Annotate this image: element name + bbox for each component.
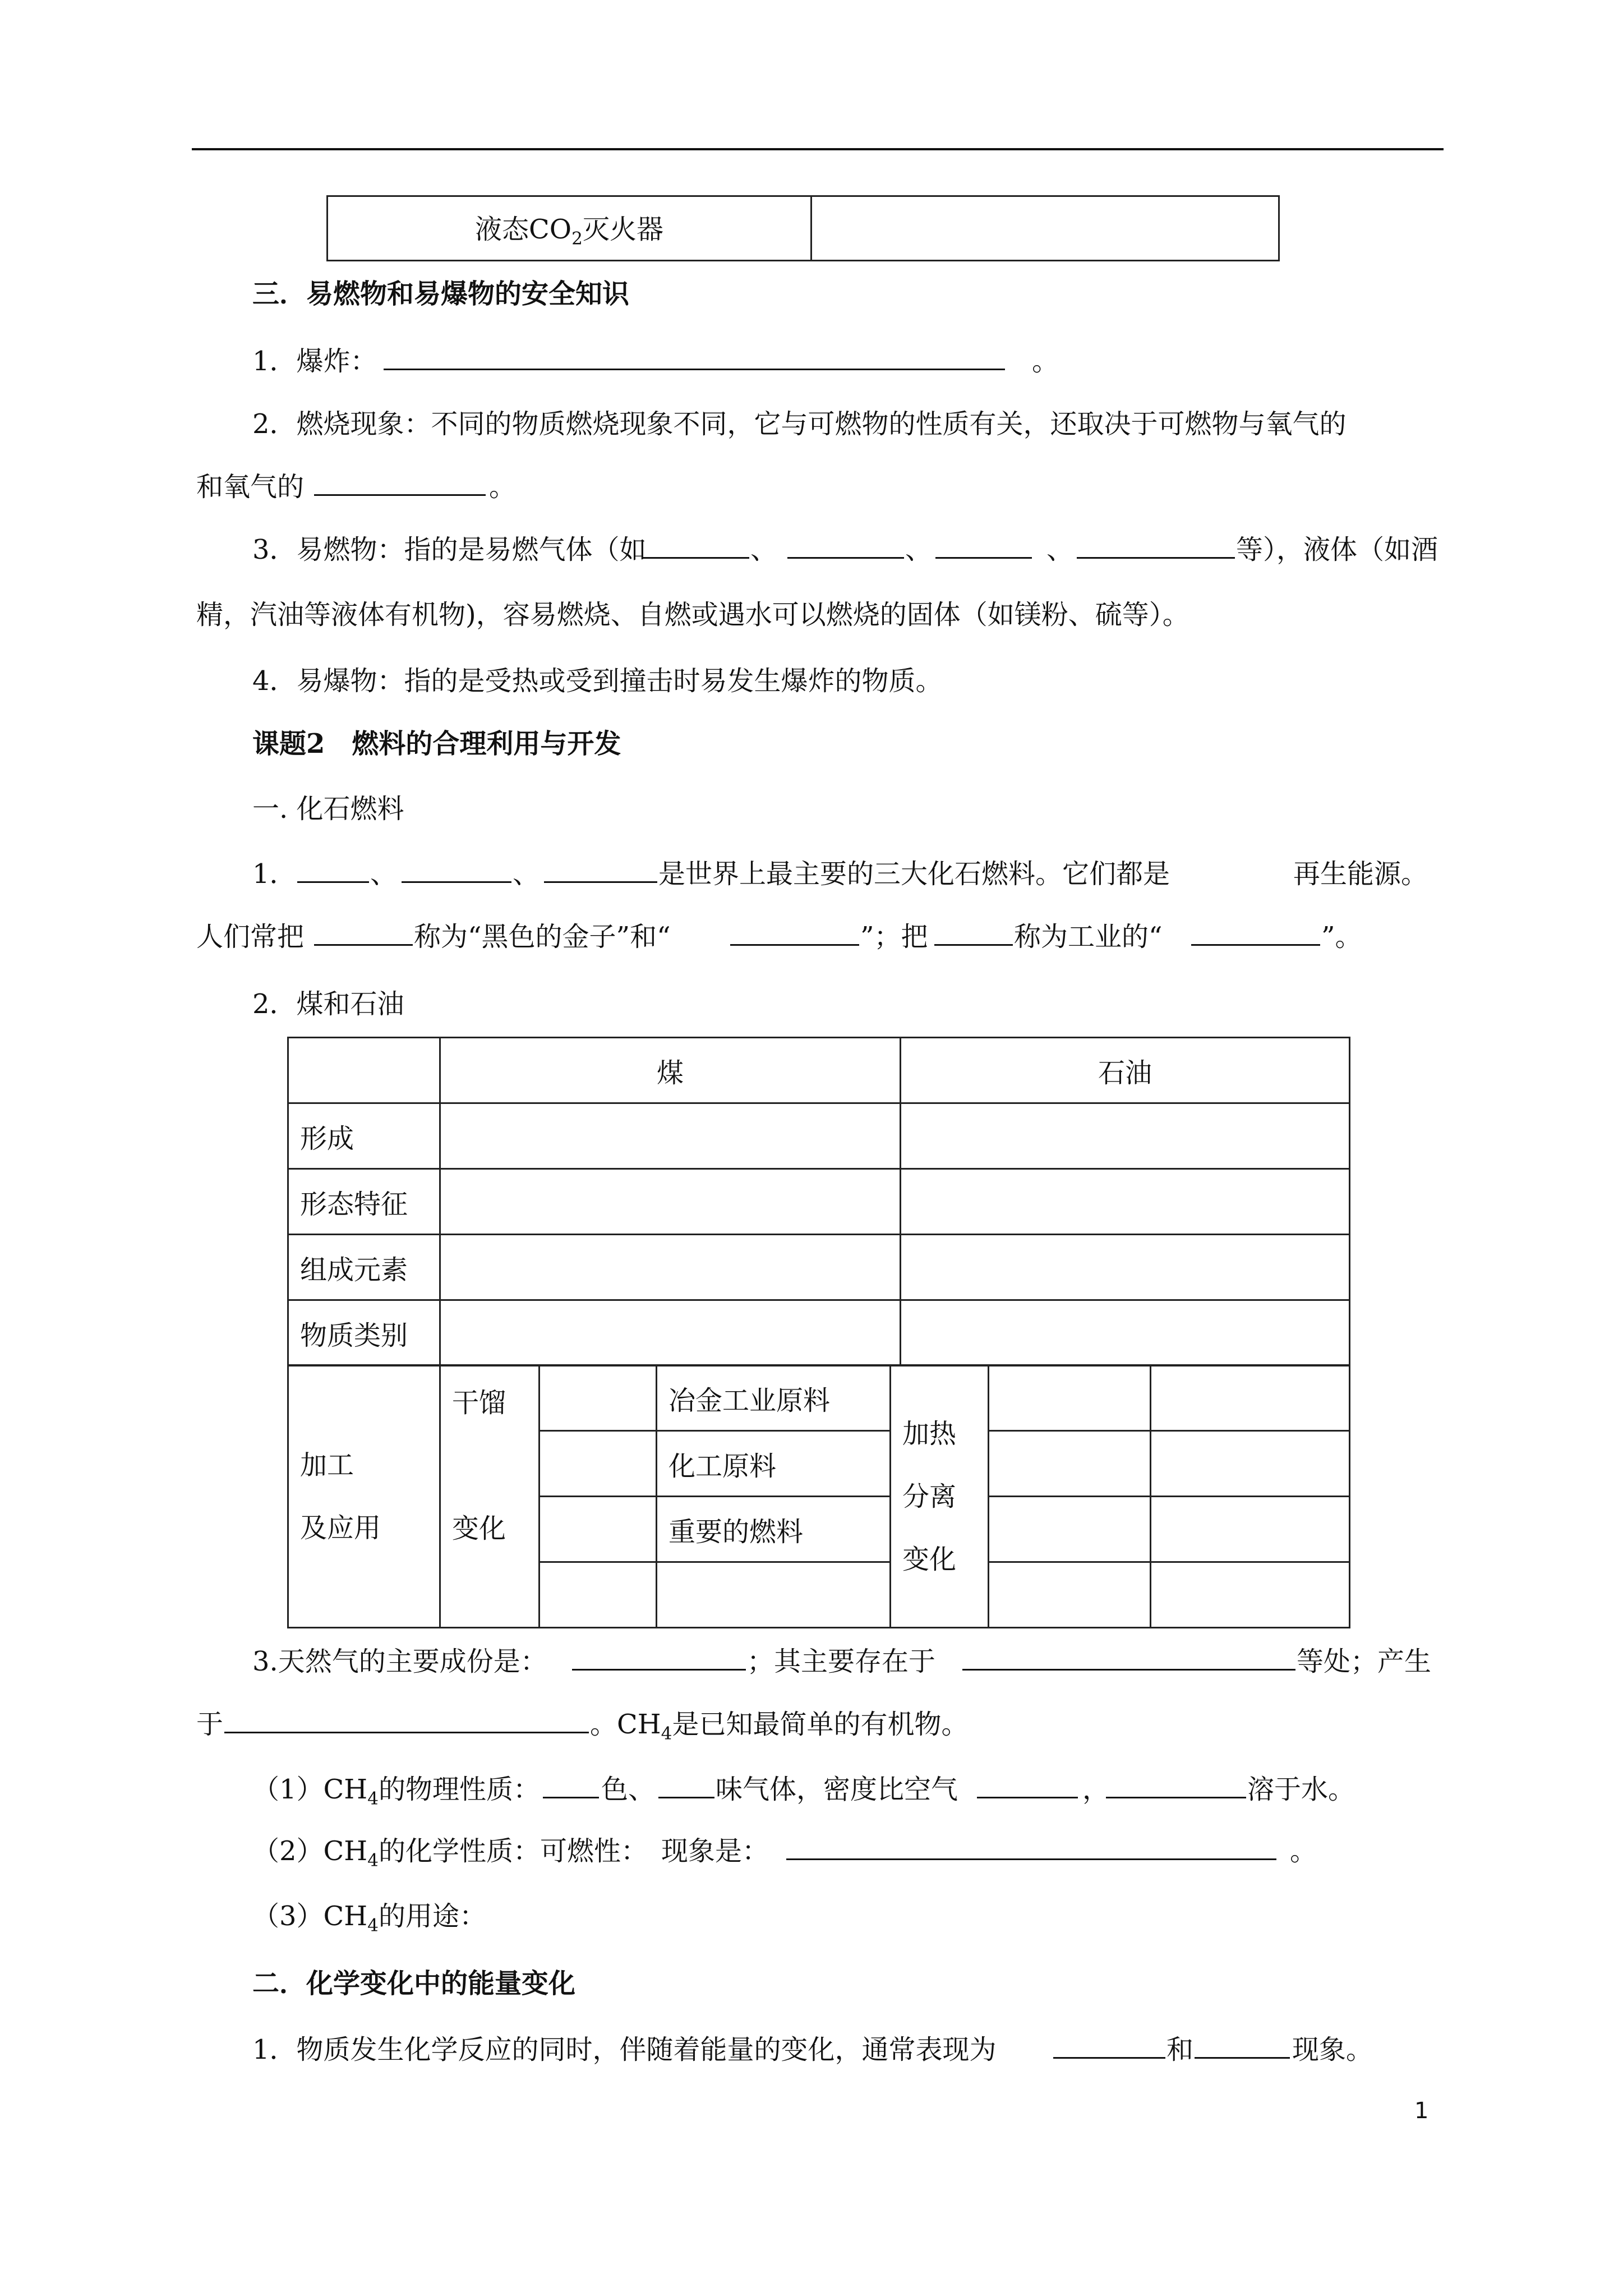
energy-heading: 二．化学变化中的能量变化 xyxy=(252,1968,576,1999)
blank-gas-2[interactable] xyxy=(787,533,904,559)
blank-ch4-solubility[interactable] xyxy=(1106,1773,1246,1798)
header-coal: 煤 xyxy=(440,1038,901,1103)
item2-line-b: 和氧气的 。 xyxy=(196,471,517,503)
row-label-category: 物质类别 xyxy=(288,1300,440,1366)
coal-use-2: 化工原料 xyxy=(657,1431,891,1497)
cell-coal-elements[interactable] xyxy=(440,1235,901,1300)
oil-product-1[interactable] xyxy=(989,1365,1151,1431)
header-rule xyxy=(192,148,1444,150)
oil-method-cell: 加热 分离 变化 xyxy=(891,1365,989,1628)
blank-gas-origin[interactable] xyxy=(224,1708,589,1733)
natural-gas-line-1: 3.天然气的主要成份是： ；其主要存在于 等处；产生 xyxy=(252,1646,1432,1677)
item3-line-b: 精，汽油等液体有机物)，容易燃烧、自燃或遇水可以燃烧的固体（如镁粉、硫等）。 xyxy=(196,599,1189,631)
blank-ch4-color[interactable] xyxy=(543,1773,599,1798)
blank-gas-3[interactable] xyxy=(935,533,1032,559)
item2-line-a: 2．燃烧现象：不同的物质燃烧现象不同，它与可燃物的性质有关，还取决于可燃物与氧气的 xyxy=(252,408,1347,440)
blank-gas-1[interactable] xyxy=(642,533,749,559)
extinguisher-cell: 液态$CO_2$灭火器 xyxy=(328,196,811,261)
oil-use-4[interactable] xyxy=(1151,1562,1350,1628)
blank-gas-location[interactable] xyxy=(962,1645,1295,1671)
oil-product-3[interactable] xyxy=(989,1497,1151,1562)
coal-use-3: 重要的燃料 xyxy=(657,1497,891,1562)
processing-table xyxy=(287,1364,1350,1628)
blank-gas-4[interactable] xyxy=(1077,533,1235,559)
oil-use-1[interactable] xyxy=(1151,1365,1350,1431)
blank-ch4-density[interactable] xyxy=(977,1773,1078,1798)
item1-explosion: 1．爆炸： 。 xyxy=(252,346,1059,377)
blank-ch4-smell[interactable] xyxy=(658,1773,714,1798)
cell-coal-category[interactable] xyxy=(440,1300,901,1366)
extinguisher-table xyxy=(326,195,1280,261)
blank-oxygen[interactable] xyxy=(314,471,486,496)
oil-product-2[interactable] xyxy=(989,1431,1151,1497)
ch4-physical-properties: $(1)CH_4$的物理性质： 色、 味气体，密度比空气 ， 溶于水。 xyxy=(252,1774,1355,1809)
row-label-formation: 形成 xyxy=(288,1103,440,1169)
oil-use-3[interactable] xyxy=(1151,1497,1350,1562)
processing-label: 加工 及应用 xyxy=(288,1365,440,1628)
cell-oil-form[interactable] xyxy=(901,1169,1350,1235)
ch4-uses: $(3)CH_4$的用途： xyxy=(252,1901,486,1936)
oil-use-2[interactable] xyxy=(1151,1431,1350,1497)
energy-line-1: 1．物质发生化学反应的同时，伴随着能量的变化，通常表现为 和 现象。 xyxy=(252,2034,1373,2065)
header-oil: 石油 xyxy=(901,1038,1350,1103)
blank-industry-fuel[interactable] xyxy=(934,921,1013,946)
ch4-chemical-properties: $(2)CH_4$的化学性质：可燃性： 现象是： 。 xyxy=(252,1835,1317,1871)
blank-fuel-3[interactable] xyxy=(544,858,657,883)
blank-nickname-1[interactable] xyxy=(730,921,859,946)
blank-black-gold[interactable] xyxy=(314,921,413,946)
natural-gas-line-2: 于 。$CH_4$是已知最简单的有机物。 xyxy=(196,1709,969,1744)
coal-oil-table xyxy=(287,1037,1350,1366)
blank-fuel-1[interactable] xyxy=(297,858,369,883)
item3-line-a: 3．易燃物：指的是易燃气体（如 、 、 、 等），液体（如酒 xyxy=(252,534,1438,565)
coal-use-1: 冶金工业原料 xyxy=(657,1365,891,1431)
cell-oil-category[interactable] xyxy=(901,1300,1350,1366)
coal-product-1[interactable] xyxy=(540,1365,657,1431)
cell-oil-elements[interactable] xyxy=(901,1235,1350,1300)
coal-use-4[interactable] xyxy=(657,1562,891,1628)
blank-gas-component[interactable] xyxy=(572,1645,746,1671)
table-corner-cell xyxy=(288,1038,440,1103)
blank-ch4-phenomenon[interactable] xyxy=(786,1835,1276,1860)
page-number: 1 xyxy=(1414,2098,1429,2124)
cell-coal-form[interactable] xyxy=(440,1169,901,1235)
coal-product-4[interactable] xyxy=(540,1562,657,1628)
cell-oil-formation[interactable] xyxy=(901,1103,1350,1169)
blank-energy-2[interactable] xyxy=(1195,2033,1290,2059)
blank-energy-1[interactable] xyxy=(1053,2033,1165,2059)
item4-explosive: 4．易爆物：指的是受热或受到撞击时易发生爆炸的物质。 xyxy=(252,665,943,697)
fossil-fuel-line-1: 1． 、 、 是世界上最主要的三大化石燃料。它们都是 再生能源。 xyxy=(252,858,1428,890)
fossil-fuel-line-2: 人们常把 称为“黑色的金子”和“ ”；把 称为工业的“ ”。 xyxy=(196,921,1362,953)
blank-nickname-2[interactable] xyxy=(1191,921,1320,946)
coal-oil-heading: 2．煤和石油 xyxy=(252,988,404,1020)
fossil-fuel-heading: 一. 化石燃料 xyxy=(252,793,404,825)
row-label-form: 形态特征 xyxy=(288,1169,440,1235)
coal-method-cell: 干馏 变化 xyxy=(440,1365,540,1628)
extinguisher-answer-cell[interactable] xyxy=(811,196,1279,261)
lesson2-heading: 课题2 燃料的合理利用与开发 xyxy=(252,728,621,760)
oil-product-4[interactable] xyxy=(989,1562,1151,1628)
cell-coal-formation[interactable] xyxy=(440,1103,901,1169)
coal-product-2[interactable] xyxy=(540,1431,657,1497)
blank-fuel-2[interactable] xyxy=(402,858,511,883)
section3-heading: 三．易燃物和易爆物的安全知识 xyxy=(252,278,630,310)
blank-explosion[interactable] xyxy=(384,345,1005,370)
coal-product-3[interactable] xyxy=(540,1497,657,1562)
row-label-elements: 组成元素 xyxy=(288,1235,440,1300)
